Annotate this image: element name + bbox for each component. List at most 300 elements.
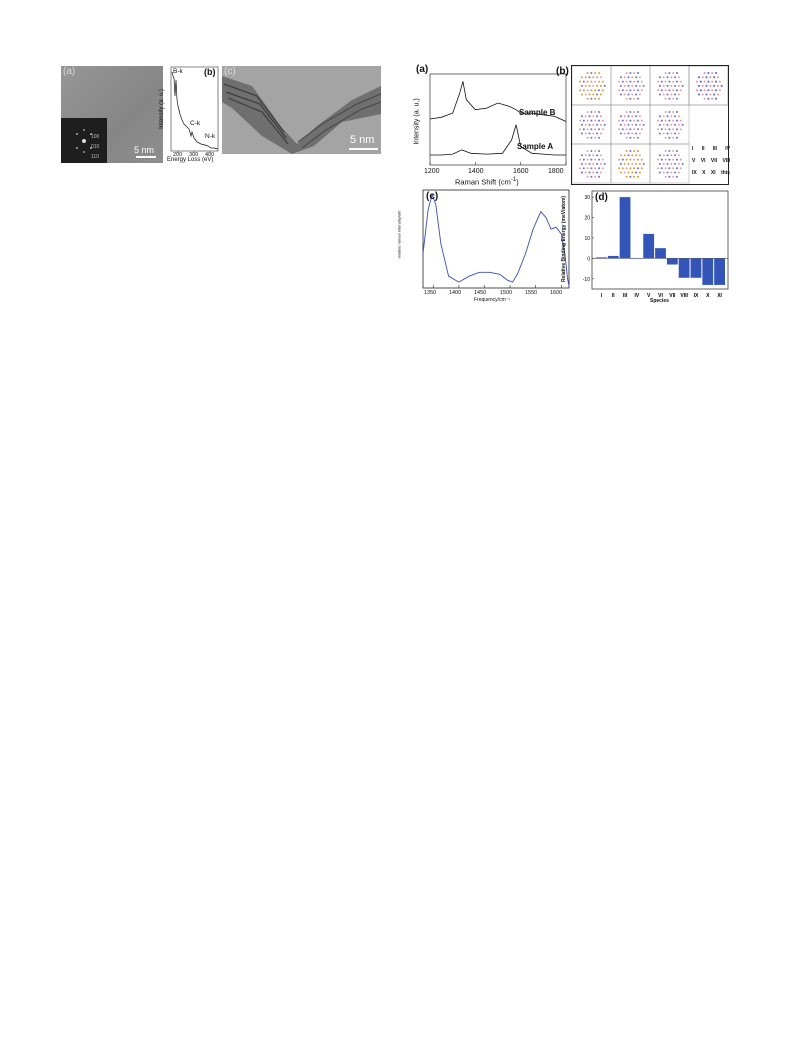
atom: [620, 85, 622, 87]
raman-c-xlabel: Frequency/cm⁻¹: [474, 297, 510, 303]
atom: [676, 167, 678, 169]
atom: [596, 115, 598, 117]
panel-label-b: (b): [556, 66, 569, 77]
atom: [626, 98, 628, 100]
atom: [700, 89, 702, 91]
atom: [594, 111, 596, 113]
atom: [600, 85, 602, 87]
atom: [668, 111, 670, 113]
eels-xtick-200: 200: [173, 152, 183, 158]
legend-x: X: [702, 170, 706, 176]
atom: [583, 159, 585, 161]
legend-this: this: [721, 170, 730, 176]
eels-ylabel: Intensity (a. u.): [158, 89, 165, 129]
atom: [674, 115, 676, 117]
atom: [680, 89, 682, 91]
atom: [663, 85, 665, 87]
atom: [594, 128, 596, 130]
atom: [698, 94, 700, 96]
atom: [598, 98, 600, 100]
atom: [672, 159, 674, 161]
atom: [590, 98, 592, 100]
atom: [659, 154, 661, 156]
atom: [663, 154, 665, 156]
fft-pattern: [61, 118, 107, 163]
raman-c-xtick: 1400: [449, 290, 462, 296]
atom: [670, 133, 672, 135]
atom: [618, 167, 620, 169]
atom: [670, 172, 672, 174]
atom: [587, 98, 589, 100]
atom: [600, 94, 602, 96]
atom: [618, 120, 620, 122]
atom: [598, 81, 600, 83]
atom: [707, 81, 709, 83]
atom: [665, 176, 667, 178]
atom: [674, 94, 676, 96]
atom: [707, 98, 709, 100]
atom: [590, 72, 592, 74]
atom: [676, 98, 678, 100]
atom: [626, 89, 628, 91]
atom: [639, 163, 641, 165]
atom: [624, 94, 626, 96]
atom: [590, 167, 592, 169]
atom: [590, 137, 592, 139]
atom: [628, 124, 630, 126]
raman-xlabel-text: Raman Shift (cm: [455, 177, 511, 187]
atom: [629, 167, 631, 169]
atom: [704, 89, 706, 91]
atom: [635, 85, 637, 87]
atom: [711, 81, 713, 83]
atom: [676, 81, 678, 83]
atom: [678, 133, 680, 135]
atom: [589, 115, 591, 117]
atom: [583, 89, 585, 91]
atom: [598, 128, 600, 130]
legend-xi: XI: [710, 170, 716, 176]
atom: [659, 172, 661, 174]
atom: [713, 76, 715, 78]
bar-VIII: [679, 258, 690, 277]
atom: [624, 163, 626, 165]
atom: [598, 137, 600, 139]
atom: [668, 89, 670, 91]
atom: [594, 89, 596, 91]
atom: [665, 111, 667, 113]
scale-bar-label: 5 nm: [350, 134, 375, 146]
atom: [680, 159, 682, 161]
atom: [618, 89, 620, 91]
atom: [583, 120, 585, 122]
legend-vi: VI: [700, 158, 706, 164]
atom: [594, 137, 596, 139]
atom: [672, 72, 674, 74]
atom: [639, 94, 641, 96]
panel-label-b: (b): [204, 67, 216, 77]
panel-label-c: (c): [224, 66, 236, 77]
bar-label-XI: XI: [717, 293, 722, 299]
atom: [624, 172, 626, 174]
atom: [598, 89, 600, 91]
atom: [633, 98, 635, 100]
atom: [672, 98, 674, 100]
atom: [637, 137, 639, 139]
atom: [672, 150, 674, 152]
raman-c-xtick: 1450: [474, 290, 487, 296]
ytick-label: -10: [582, 276, 590, 283]
atom: [592, 85, 594, 87]
scale-bar-label: 5 nm: [134, 145, 155, 155]
atom: [678, 154, 680, 156]
atom: [668, 72, 670, 74]
atom: [717, 85, 719, 87]
atom: [587, 89, 589, 91]
atom: [585, 115, 587, 117]
atom: [624, 76, 626, 78]
atom: [596, 163, 598, 165]
bar-label-V: V: [647, 293, 651, 299]
atom: [637, 81, 639, 83]
eels-panel: [158, 66, 220, 163]
atom: [641, 81, 643, 83]
atom: [631, 133, 633, 135]
atom: [600, 154, 602, 156]
atom: [665, 137, 667, 139]
atom: [596, 85, 598, 87]
atom: [620, 163, 622, 165]
atom: [668, 120, 670, 122]
atom: [659, 76, 661, 78]
atom: [628, 172, 630, 174]
atom: [639, 124, 641, 126]
ytick-label: 30: [584, 195, 590, 202]
atom: [676, 150, 678, 152]
atom: [602, 167, 604, 169]
atom: [600, 76, 602, 78]
atom: [594, 98, 596, 100]
atom: [628, 154, 630, 156]
atom: [637, 176, 639, 178]
atom: [587, 81, 589, 83]
atom: [698, 85, 700, 87]
atom: [631, 154, 633, 156]
atom: [668, 167, 670, 169]
panel-label-c: (c): [426, 191, 439, 202]
raman-c-xtick: 1550: [525, 290, 538, 296]
atom: [622, 128, 624, 130]
atom: [581, 133, 583, 135]
atom: [637, 128, 639, 130]
atom: [672, 167, 674, 169]
atom: [620, 172, 622, 174]
species-legend: [692, 146, 730, 182]
atom: [637, 111, 639, 113]
atom: [667, 76, 669, 78]
atom: [585, 172, 587, 174]
atom: [590, 150, 592, 152]
atom: [598, 167, 600, 169]
atom: [587, 72, 589, 74]
panel-label-a: (a): [416, 64, 429, 75]
bar-III: [620, 197, 631, 258]
atom: [631, 172, 633, 174]
atom: [624, 85, 626, 87]
atom: [589, 85, 591, 87]
atom: [704, 72, 706, 74]
atom: [628, 163, 630, 165]
atom: [676, 176, 678, 178]
ytick-label: 20: [584, 215, 590, 222]
atom: [600, 163, 602, 165]
atom: [715, 81, 717, 83]
atom: [659, 85, 661, 87]
atom: [639, 172, 641, 174]
raman-xtick-1200: 1200: [424, 168, 440, 175]
legend-v: V: [692, 158, 696, 164]
atom: [637, 98, 639, 100]
atom: [674, 76, 676, 78]
atom: [721, 85, 723, 87]
atom: [587, 111, 589, 113]
atom: [629, 120, 631, 122]
atom: [628, 115, 630, 117]
atom: [674, 154, 676, 156]
bar-IV: [631, 258, 642, 259]
fft-spot-100: 100: [91, 134, 100, 140]
atom: [600, 115, 602, 117]
atom: [698, 76, 700, 78]
atom: [624, 124, 626, 126]
atom: [633, 167, 635, 169]
atom: [589, 94, 591, 96]
atom: [665, 128, 667, 130]
atom: [665, 120, 667, 122]
bar-XI: [714, 258, 725, 285]
raman-xlabel: [455, 177, 519, 187]
binding-energy-chart: [571, 188, 731, 308]
atom: [589, 76, 591, 78]
atom: [667, 94, 669, 96]
atom: [667, 124, 669, 126]
atom: [639, 85, 641, 87]
legend-iii: III: [712, 146, 717, 152]
atom: [624, 133, 626, 135]
eels-peak-c: C-k: [190, 120, 201, 127]
atom: [674, 163, 676, 165]
atom: [631, 115, 633, 117]
atom: [661, 81, 663, 83]
atom: [590, 176, 592, 178]
atom: [626, 137, 628, 139]
atom: [643, 124, 645, 126]
atom: [665, 72, 667, 74]
raman-xtick-1600: 1600: [513, 168, 529, 175]
atom: [670, 124, 672, 126]
atom: [622, 89, 624, 91]
atom: [663, 94, 665, 96]
atom: [670, 163, 672, 165]
atom: [620, 94, 622, 96]
atom: [592, 154, 594, 156]
atom: [600, 124, 602, 126]
raman-chart-c: [415, 188, 570, 308]
atom: [635, 124, 637, 126]
atom: [598, 111, 600, 113]
atom: [700, 81, 702, 83]
raman-ylabel: Intensity (a. u.): [413, 98, 421, 145]
atom: [581, 154, 583, 156]
legend-row-2: [692, 158, 730, 170]
atom: [668, 137, 670, 139]
atom: [668, 150, 670, 152]
atom: [626, 128, 628, 130]
raman-xlabel-end: ): [516, 177, 519, 187]
eels-peak-n: N-k: [205, 133, 216, 140]
atom: [657, 128, 659, 130]
atom: [637, 150, 639, 152]
atom: [622, 159, 624, 161]
atom: [590, 111, 592, 113]
atom: [641, 159, 643, 161]
atom: [620, 76, 622, 78]
raman-series-b: Sample B: [519, 108, 556, 117]
atom: [598, 72, 600, 74]
raman-c-xtick: 1350: [424, 290, 437, 296]
atom: [678, 172, 680, 174]
raman-c-ylabel: relative raman intensity/arb: [396, 210, 402, 259]
atom: [620, 154, 622, 156]
atom: [635, 172, 637, 174]
legend-row-3: [692, 170, 730, 182]
atom: [624, 154, 626, 156]
bar-label-II: II: [611, 293, 615, 299]
atom: [629, 137, 631, 139]
atom: [629, 72, 631, 74]
atom: [657, 159, 659, 161]
atom: [587, 159, 589, 161]
atom: [707, 72, 709, 74]
atom: [594, 81, 596, 83]
bar-label-III: III: [622, 293, 628, 299]
atom: [600, 133, 602, 135]
atom: [711, 72, 713, 74]
atom: [626, 167, 628, 169]
atom: [661, 89, 663, 91]
bar-II: [608, 256, 619, 258]
atom: [717, 94, 719, 96]
atom: [631, 124, 633, 126]
atom: [589, 133, 591, 135]
atom: [626, 120, 628, 122]
bar-label-IX: IX: [693, 293, 699, 299]
atom: [592, 76, 594, 78]
bar-VII: [667, 258, 678, 264]
bar-I: [596, 257, 607, 258]
atom: [713, 85, 715, 87]
raman-c-xtick: 1500: [500, 290, 513, 296]
tem-image-a: [61, 66, 163, 163]
atom: [678, 124, 680, 126]
atom: [635, 94, 637, 96]
atom: [596, 154, 598, 156]
atom: [585, 85, 587, 87]
atom: [587, 176, 589, 178]
atom: [629, 89, 631, 91]
atom: [719, 81, 721, 83]
atom: [663, 76, 665, 78]
atom: [594, 159, 596, 161]
atom: [657, 89, 659, 91]
atom: [674, 133, 676, 135]
atom: [590, 159, 592, 161]
atom: [672, 120, 674, 122]
atom: [596, 76, 598, 78]
atom: [667, 85, 669, 87]
atom: [626, 150, 628, 152]
atom: [620, 124, 622, 126]
atom: [635, 133, 637, 135]
atom: [682, 85, 684, 87]
atom: [581, 163, 583, 165]
legend-ii: II: [701, 146, 705, 152]
atom: [641, 120, 643, 122]
atom: [706, 94, 708, 96]
atom: [637, 120, 639, 122]
atom: [598, 120, 600, 122]
bar-label-VIII: VIII: [680, 293, 688, 299]
atom: [709, 76, 711, 78]
atom: [678, 85, 680, 87]
atom: [579, 159, 581, 161]
atom: [678, 163, 680, 165]
raman-c-xtick: 1600: [550, 290, 563, 296]
legend-row-1: [692, 146, 730, 158]
atom: [639, 154, 641, 156]
atom: [604, 124, 606, 126]
atom: [719, 89, 721, 91]
atom: [672, 111, 674, 113]
atom: [641, 89, 643, 91]
atom: [587, 120, 589, 122]
atom: [590, 128, 592, 130]
bar-VI: [655, 248, 666, 258]
atom: [672, 137, 674, 139]
atom: [680, 128, 682, 130]
bar-label-VI: VI: [658, 293, 663, 299]
atom: [665, 150, 667, 152]
atom: [633, 159, 635, 161]
atom: [641, 128, 643, 130]
atom: [707, 89, 709, 91]
atom: [626, 159, 628, 161]
atom: [639, 76, 641, 78]
atom: [659, 163, 661, 165]
atom: [620, 133, 622, 135]
atom: [704, 81, 706, 83]
atom: [589, 172, 591, 174]
atom: [668, 128, 670, 130]
bar-label-IV: IV: [634, 293, 640, 299]
atom: [618, 159, 620, 161]
atom: [594, 176, 596, 178]
atom: [629, 176, 631, 178]
atom: [629, 111, 631, 113]
atom: [592, 115, 594, 117]
atom: [631, 85, 633, 87]
atom: [637, 159, 639, 161]
